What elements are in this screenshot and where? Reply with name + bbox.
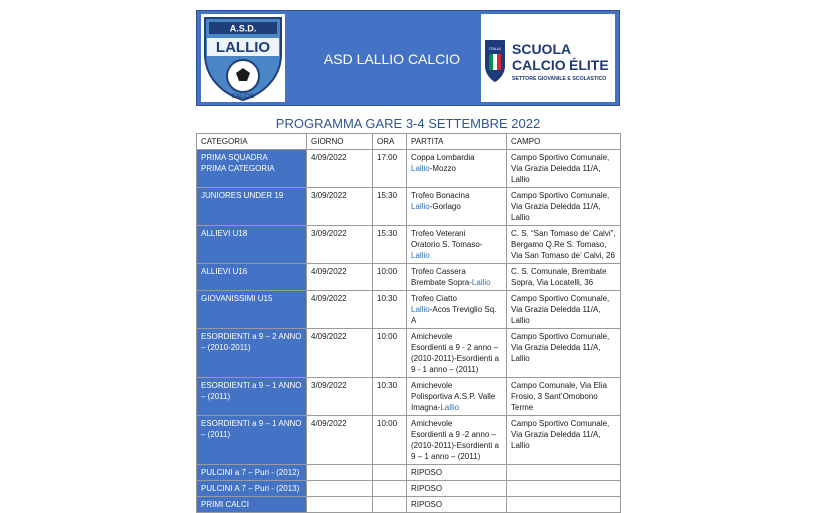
categoria-line: – (2011) [201,392,231,401]
crest-club-name: LALLIO [215,39,271,56]
categoria-line: ALLIEVI U18 [201,229,248,238]
header-categoria: CATEGORIA [197,134,307,150]
campo-line: C. S. “San Tomaso de’ Calvi”, [511,229,616,238]
partita-text: Esordienti a 9 - 2 anno – [411,343,499,352]
table-header-row [197,134,621,150]
categoria-line: – (2010-2011) [201,343,251,352]
campo-line: Via Grazia Deledda 11/A, [511,343,601,352]
cell-ora: 17:00 [373,150,407,188]
categoria-line: – (2011) [201,430,231,439]
cell-giorno: 3/09/2022 [307,188,373,226]
categoria-line: ALLIEVI U16 [201,267,248,276]
cell-giorno: 3/09/2022 [307,226,373,264]
match-schedule-table [196,133,621,513]
badge-text: ITALIA [489,46,501,51]
categoria-line: PRIMA CATEGORIA [201,164,275,173]
partita-text: Esordienti a 9 -2 anno – [411,430,496,439]
categoria-line: JUNIORES UNDER 19 [201,191,284,200]
cell-partita [407,329,507,378]
page-title: PROGRAMMA GARE 3-4 SETTEMBRE 2022 [275,116,541,131]
header-giorno: GIORNO [307,134,373,150]
partita-text: Trofeo Veterani [411,229,466,238]
cell-campo [507,329,621,378]
table-row [197,378,621,416]
club-logo [201,14,285,102]
campo-line: Via San Tomaso de’ Calvi, 26 [511,251,615,260]
cell-partita [407,378,507,416]
cell-campo [507,416,621,465]
partita-text: Trofeo Bonacina [411,191,470,200]
club-crest-icon [201,14,285,102]
partita-text: Amichevole [411,419,453,428]
cell-campo [507,150,621,188]
cell-partita [407,291,507,329]
campo-line: C. S. Comunale, Brembate [511,267,607,276]
cell-campo [507,188,621,226]
partita-text: -Mozzo [429,164,456,173]
logo-line2: CALCIO [512,57,566,73]
cell-categoria [197,378,307,416]
team-lallio: Lallio [471,278,491,287]
partita-text: (2010-2011)-Esordienti a [411,441,499,450]
table-row [197,291,621,329]
cell-categoria [197,481,307,497]
cell-ora: 10:30 [373,291,407,329]
table-row [197,416,621,465]
table-row [197,226,621,264]
cell-campo [507,378,621,416]
logo-line3: SETTORE GIOVANILE E SCOLASTICO [512,76,607,82]
campo-line: Campo Sportivo Comunale, [511,153,610,162]
cell-campo [507,481,621,497]
partita-text: Imagna- [411,403,441,412]
header-banner [196,10,620,106]
categoria-line: GIOVANISSIMI U15 [201,294,273,303]
cell-giorno: 3/09/2022 [307,378,373,416]
cell-categoria [197,291,307,329]
campo-line: Via Grazia Deledda 11/A, [511,305,601,314]
partita-text: Oratorio S. Tomaso- [411,240,483,249]
campo-line: Campo Sportivo Comunale, [511,191,610,200]
categoria-line: PULCINI A 7 – Puri - (2013) [201,484,300,493]
cell-ora: 10:00 [373,416,407,465]
cell-categoria [197,150,307,188]
campo-line: Via Grazia Deledda 11/A, [511,430,601,439]
logo-line1: SCUOLA [512,41,572,57]
partita-text: 9 – 1 anno – (2011) [411,452,481,461]
categoria-line: ESORDIENTI a 9 – 1 ANNO [201,381,302,390]
table-row [197,188,621,226]
partita-text: Coppa Lombardia [411,153,475,162]
cell-categoria [197,264,307,291]
partita-text: -Gorlago [429,202,461,211]
campo-line: Campo Sportivo Comunale, [511,294,610,303]
campo-line: Lallio [511,175,530,184]
table-row [197,329,621,378]
campo-line: Campo Comunale, Via Elia [511,381,607,390]
categoria-line: ESORDIENTI a 9 – 2 ANNO [201,332,302,341]
partita-text: Polisportiva A.S.P. Valle [411,392,496,401]
partita-text: RIPOSO [411,484,443,493]
cell-categoria [197,497,307,513]
cell-categoria [197,465,307,481]
cell-partita [407,188,507,226]
campo-line: Lallio [511,441,530,450]
header-ora: ORA [373,134,407,150]
campo-line: Terme [511,403,534,412]
cell-giorno [307,465,373,481]
partita-text: RIPOSO [411,500,443,509]
campo-line: Campo Sportivo Comunale, [511,419,610,428]
categoria-line: ESORDIENTI a 9 – 1 ANNO [201,419,302,428]
campo-line: Bergamo Q.Re S. Tomaso, [511,240,607,249]
partita-text: Trofeo Ciatto [411,294,457,303]
cell-ora: 15:30 [373,226,407,264]
table-row [197,497,621,513]
team-lallio: Lallio [411,202,430,211]
campo-line: Lallio [511,316,530,325]
campo-line: Sopra, Via Locatelli, 36 [511,278,594,287]
categoria-line: PULCINI a 7 – Puri - (2012) [201,468,300,477]
cell-partita [407,497,507,513]
crest-top-text: A.S.D. [229,23,257,34]
partita-text: 9 - 1 anno – (2011) [411,365,479,374]
cell-ora: 10:00 [373,329,407,378]
cell-ora: 10:00 [373,264,407,291]
cell-partita [407,416,507,465]
header-campo: CAMPO [507,134,621,150]
cell-partita [407,465,507,481]
cell-partita [407,150,507,188]
categoria-line: PRIMI CALCI [201,500,250,509]
partita-text: (2010-2011)-Esordienti a [411,354,499,363]
figc-badge-icon [481,14,615,102]
cell-campo [507,264,621,291]
campo-line: Campo Sportivo Comunale, [511,332,610,341]
table-row [197,264,621,291]
team-lallio: Lallio [440,403,460,412]
crest-ring-text: CALCIO [231,94,255,100]
partita-text: Amichevole [411,332,453,341]
partita-text: A [411,316,417,325]
campo-line: Via Grazia Deledda 11/A, [511,164,601,173]
campo-line: Frosio, 3 Sant’Omobono [511,392,598,401]
table-row [197,150,621,188]
cell-ora [373,481,407,497]
cell-giorno: 4/09/2022 [307,416,373,465]
partita-text: Brembate Sopra- [411,278,472,287]
categoria-line: PRIMA SQUADRA [201,153,268,162]
cell-categoria [197,226,307,264]
partita-text: Trofeo Cassera [411,267,466,276]
table-row [197,465,621,481]
team-lallio: Lallio [411,164,430,173]
cell-campo [507,291,621,329]
cell-categoria [197,416,307,465]
cell-giorno: 4/09/2022 [307,329,373,378]
campo-line: Lallio [511,213,530,222]
table-row [197,481,621,497]
cell-partita [407,264,507,291]
campo-line: Lallio [511,354,530,363]
cell-campo [507,465,621,481]
cell-partita [407,481,507,497]
club-name: ASD LALLIO CALCIO [323,51,461,67]
header-partita: PARTITA [407,134,507,150]
cell-ora: 10:30 [373,378,407,416]
campo-line: Via Grazia Deledda 11/A, [511,202,601,211]
team-lallio: Lallio [411,251,430,260]
cell-giorno [307,481,373,497]
partita-text: -Acos Treviglio Sq. [429,305,497,314]
cell-ora [373,465,407,481]
logo-line2b: ÉLITE [569,57,609,73]
scuola-calcio-elite-logo [481,14,615,102]
team-lallio: Lallio [411,305,430,314]
cell-categoria [197,188,307,226]
cell-campo [507,497,621,513]
cell-giorno: 4/09/2022 [307,150,373,188]
cell-ora: 15:30 [373,188,407,226]
cell-campo [507,226,621,264]
cell-partita [407,226,507,264]
cell-ora [373,497,407,513]
partita-text: Amichevole [411,381,453,390]
cell-giorno: 4/09/2022 [307,291,373,329]
partita-text: RIPOSO [411,468,443,477]
cell-categoria [197,329,307,378]
cell-giorno: 4/09/2022 [307,264,373,291]
cell-giorno [307,497,373,513]
